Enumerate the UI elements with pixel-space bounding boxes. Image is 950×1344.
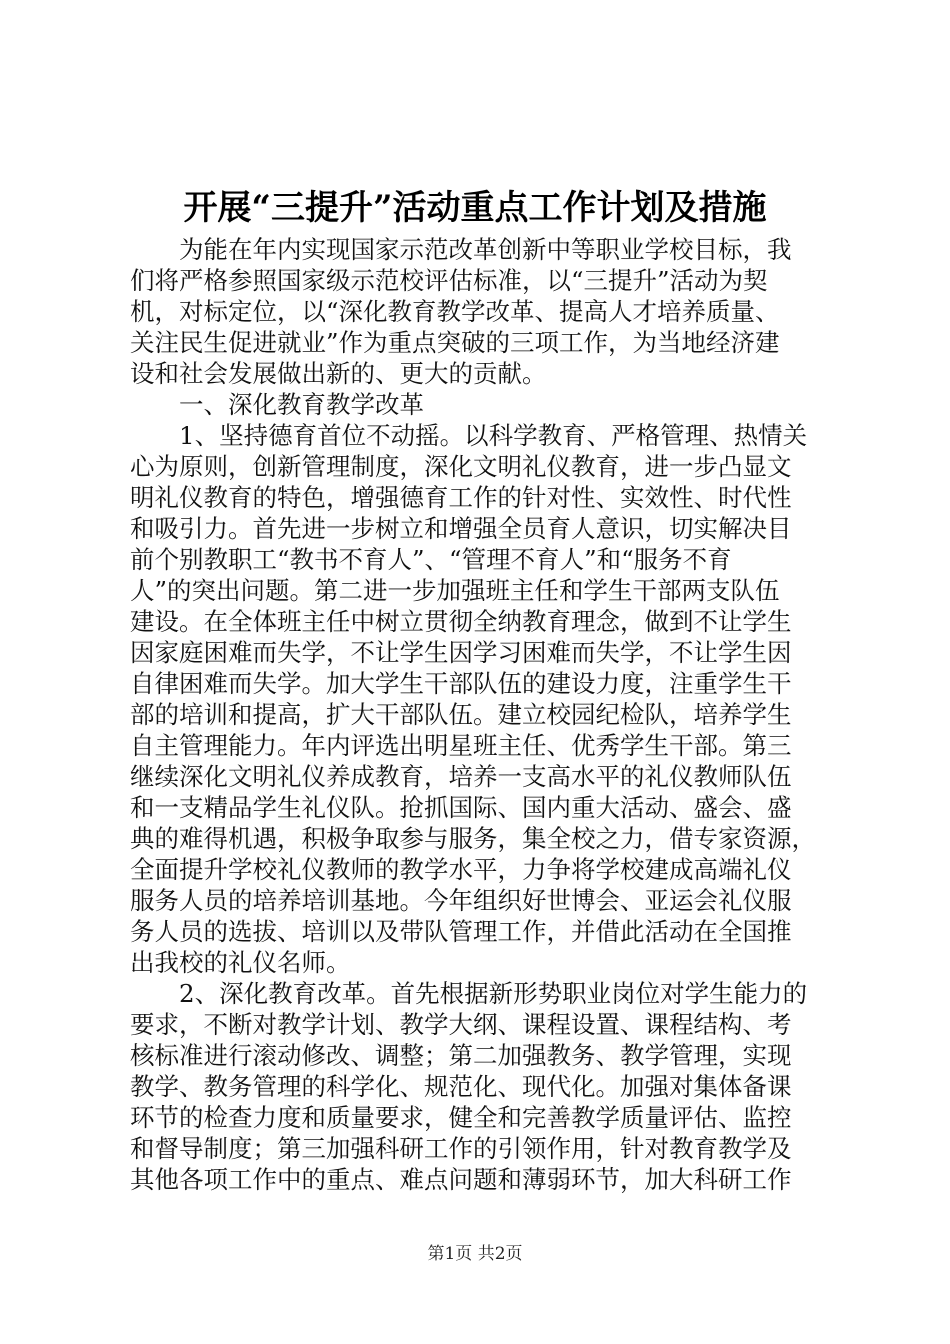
body-line: 部的培训和提高，扩大干部队伍。建立校园纪检队，培养学生	[130, 700, 792, 729]
body-line: 心为原则，创新管理制度，深化文明礼仪教育，进一步凸显文	[130, 452, 792, 481]
body-line: 核标准进行滚动修改、调整；第二加强教务、教学管理，实现	[130, 1041, 792, 1070]
body-line: 和督导制度；第三加强科研工作的引领作用，针对教育教学及	[130, 1134, 792, 1163]
body-line: 服务人员的培养培训基地。今年组织好世博会、亚运会礼仪服	[130, 886, 792, 915]
body-line: 为能在年内实现国家示范改革创新中等职业学校目标，我	[179, 235, 792, 264]
body-line: 典的难得机遇，积极争取参与服务，集全校之力，借专家资源，	[130, 824, 816, 853]
body-line: 其他各项工作中的重点、难点问题和薄弱环节，加大科研工作	[130, 1165, 792, 1194]
body-line: 2、深化教育改革。首先根据新形势职业岗位对学生能力的	[179, 979, 808, 1008]
body-line: 明礼仪教育的特色，增强德育工作的针对性、实效性、时代性	[130, 483, 792, 512]
body-line: 自主管理能力。年内评选出明星班主任、优秀学生干部。第三	[130, 731, 792, 760]
body-line: 关注民生促进就业”作为重点突破的三项工作，为当地经济建	[130, 328, 780, 357]
body-line: 设和社会发展做出新的、更大的贡献。	[130, 359, 547, 388]
document-title: 开展“三提升”活动重点工作计划及措施	[183, 188, 767, 228]
body-line: 建设。在全体班主任中树立贯彻全纳教育理念，做到不让学生	[130, 607, 792, 636]
body-line: 出我校的礼仪名师。	[130, 948, 351, 977]
body-line: 务人员的选拔、培训以及带队管理工作，并借此活动在全国推	[130, 917, 792, 946]
body-line: 和吸引力。首先进一步树立和增强全员育人意识，切实解决目	[130, 514, 792, 543]
document-body	[130, 234, 830, 1195]
body-line: 要求，不断对教学计划、教学大纲、课程设置、课程结构、考	[130, 1010, 792, 1039]
body-line: 1、坚持德育首位不动摇。以科学教育、严格管理、热情关	[179, 421, 808, 450]
body-line: 自律困难而失学。加大学生干部队伍的建设力度，注重学生干	[130, 669, 792, 698]
body-line: 前个别教职工“教书不育人”、“管理不育人”和“服务不育	[130, 545, 732, 574]
body-line: 和一支精品学生礼仪队。抢抓国际、国内重大活动、盛会、盛	[130, 793, 792, 822]
body-line: 机，对标定位，以“深化教育教学改革、提高人才培养质量、	[130, 297, 780, 326]
section-heading: 一、深化教育教学改革	[179, 390, 424, 419]
body-line: 因家庭困难而失学，不让学生因学习困难而失学，不让学生因	[130, 638, 792, 667]
body-line: 环节的检查力度和质量要求，健全和完善教学质量评估、监控	[130, 1103, 792, 1132]
body-line: 全面提升学校礼仪教师的教学水平，力争将学校建成高端礼仪	[130, 855, 792, 884]
body-line: 们将严格参照国家级示范校评估标准，以“三提升”活动为契	[130, 266, 768, 295]
body-line: 继续深化文明礼仪养成教育，培养一支高水平的礼仪教师队伍	[130, 762, 792, 791]
body-line: 人”的突出问题。第二进一步加强班主任和学生干部两支队伍	[130, 576, 780, 605]
page-number-footer: 第1页 共2页	[427, 1244, 523, 1264]
body-line: 教学、教务管理的科学化、规范化、现代化。加强对集体备课	[130, 1072, 792, 1101]
